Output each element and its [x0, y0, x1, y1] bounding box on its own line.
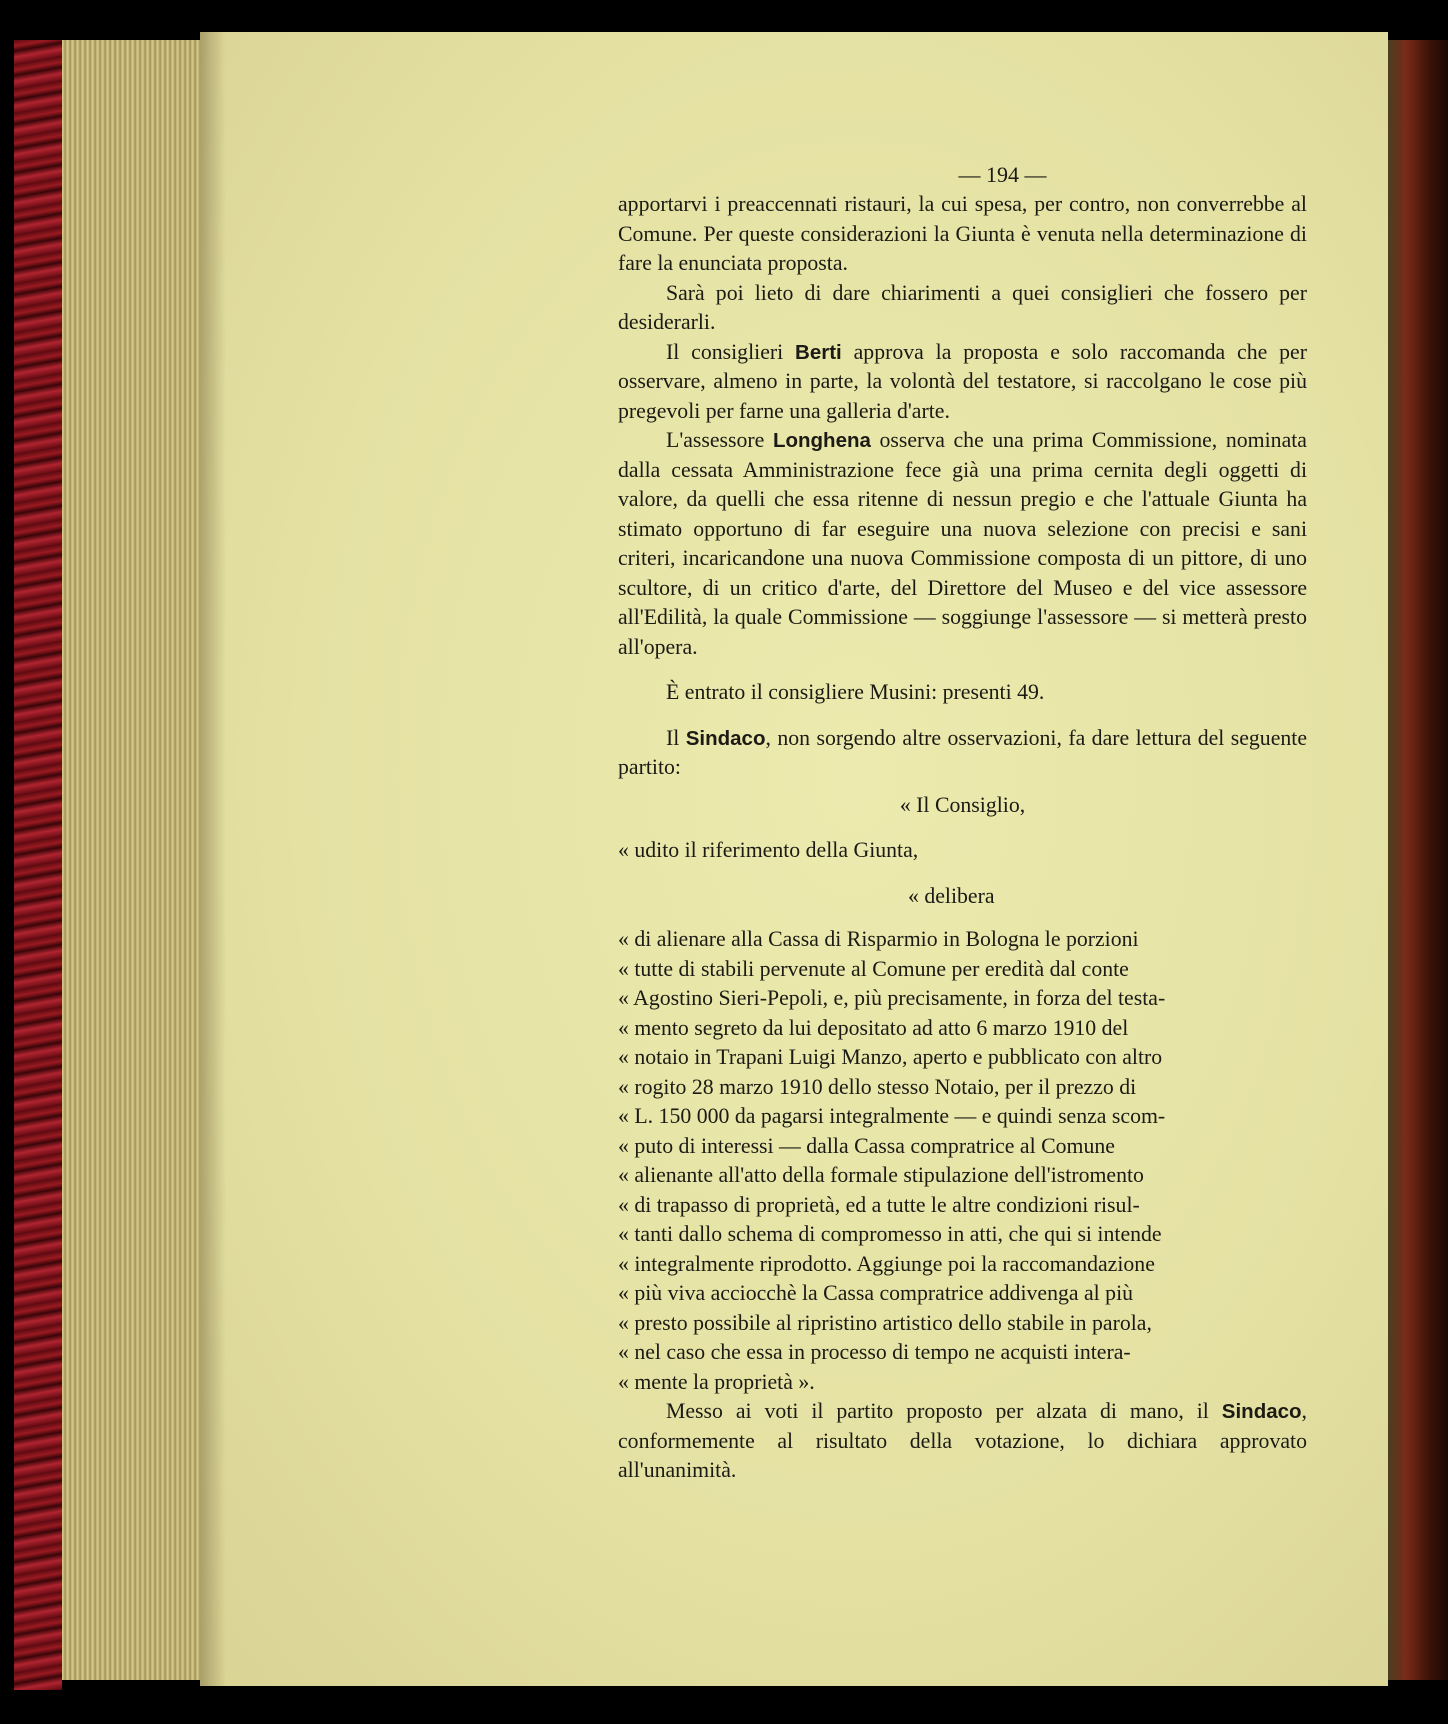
- deliberation-line: « Agostino Sieri-Pepoli, e, più precisamente, in forza del testa-: [618, 986, 1166, 1010]
- speaker-name: Longhena: [772, 429, 871, 452]
- page-edges: [62, 40, 212, 1680]
- deliberation-line: « tutte di stabili pervenute al Comune per eredità dal conte: [618, 956, 1129, 981]
- deliberation-line: « mento segreto da lui depositato ad atto 6 marzo 1910 del: [618, 1015, 1129, 1040]
- deliberation-line: « rogito 28 marzo 1910 dello stesso Notaio, per il prezzo di: [618, 1074, 1137, 1099]
- paragraph-1: apportarvi i preaccennati ristauri, la cui spesa, per contro, non converrebbe al Comune. Per queste considerazioni la Giunta è venuta nella determinazione di fare la enunciata proposta.: [618, 192, 1307, 275]
- deliberation-line: « L. 150 000 da pagarsi integralmente — e quindi senza scom-: [618, 1104, 1166, 1128]
- udito-line: « udito il riferimento della Giunta,: [618, 838, 919, 862]
- paragraph-4: L'assessore Longhena osserva che una prima Commissione, nominata dalla cessata Amministrazione fece già una prima cernita degli oggetti di valore, da quelli che essa ritenne di nessun pregio e che l'attuale Giunta ha stimato opportuno di far eseguire una nuova selezione con precisi e sani criteri, incaricandone una nuova Commissione composta di un pittore, di uno scultore, di un critico d'arte, del Direttore del Museo e del vice assessore all'Edilità, la quale Commissione — soggiunge l'assessore — si metterà presto all'opera.: [618, 428, 1307, 659]
- deliberation-line: « tanti dallo schema di compromesso in atti, che qui si intende: [618, 1222, 1162, 1246]
- paragraph-7: Messo ai voti il partito proposto per alzata di mano, il Sindaco, conformemente al risultato della votazione, lo dichiara approvato all'unanimità.: [618, 1399, 1307, 1482]
- paragraph-2: Sarà poi lieto di dare chiarimenti a quei consiglieri che fossero per desiderarli.: [618, 280, 1307, 334]
- page-text: [618, 160, 1307, 1486]
- deliberation-line: « più viva acciocchè la Cassa compratrice addivenga al più: [618, 1281, 1134, 1305]
- deliberation-line: « alienante all'atto della formale stipulazione dell'istromento: [618, 1163, 1144, 1187]
- book-binding: [14, 40, 62, 1690]
- page-gutter-shadow: [200, 32, 226, 1686]
- delibera-heading: « delibera: [908, 883, 995, 908]
- paragraph-5: È entrato il consigliere Musini: presenti 49.: [666, 680, 1045, 704]
- speaker-name: Berti: [795, 340, 842, 364]
- page-number: — 194 —: [958, 162, 1047, 187]
- deliberation-line: « presto possibile al ripristino artistico dello stabile in parola,: [618, 1310, 1152, 1335]
- speaker-name: Sindaco: [1221, 1400, 1302, 1423]
- consiglio-heading: « Il Consiglio,: [899, 792, 1026, 817]
- right-cover-edge: [1388, 40, 1448, 1680]
- deliberation-line: « mente la proprietà ».: [618, 1369, 815, 1394]
- deliberation-line: « nel caso che essa in processo di tempo ne acquisti intera-: [618, 1340, 1131, 1364]
- deliberation-text: [618, 925, 1307, 1397]
- deliberation-line: « puto di interessi — dalla Cassa compratrice al Comune: [618, 1133, 1115, 1158]
- deliberation-line: « integralmente riprodotto. Aggiunge poi la raccomandazione: [618, 1251, 1155, 1276]
- paragraph-6: Il Sindaco, non sorgendo altre osservazioni, fa dare lettura del seguente partito:: [618, 725, 1307, 779]
- paragraph-3: Il consiglieri Berti approva la proposta e solo raccomanda che per osservare, almeno in parte, la volontà del testatore, si raccolgano le cose più pregevoli per farne una galleria d'arte.: [618, 339, 1307, 423]
- deliberation-line: « notaio in Trapani Luigi Manzo, aperto e pubblicato con altro: [618, 1045, 1163, 1069]
- speaker-name: Sindaco: [685, 726, 766, 750]
- deliberation-line: « di trapasso di proprietà, ed a tutte le altre condizioni risul-: [618, 1192, 1140, 1217]
- deliberation-line: « di alienare alla Cassa di Risparmio in Bologna le porzioni: [618, 927, 1139, 951]
